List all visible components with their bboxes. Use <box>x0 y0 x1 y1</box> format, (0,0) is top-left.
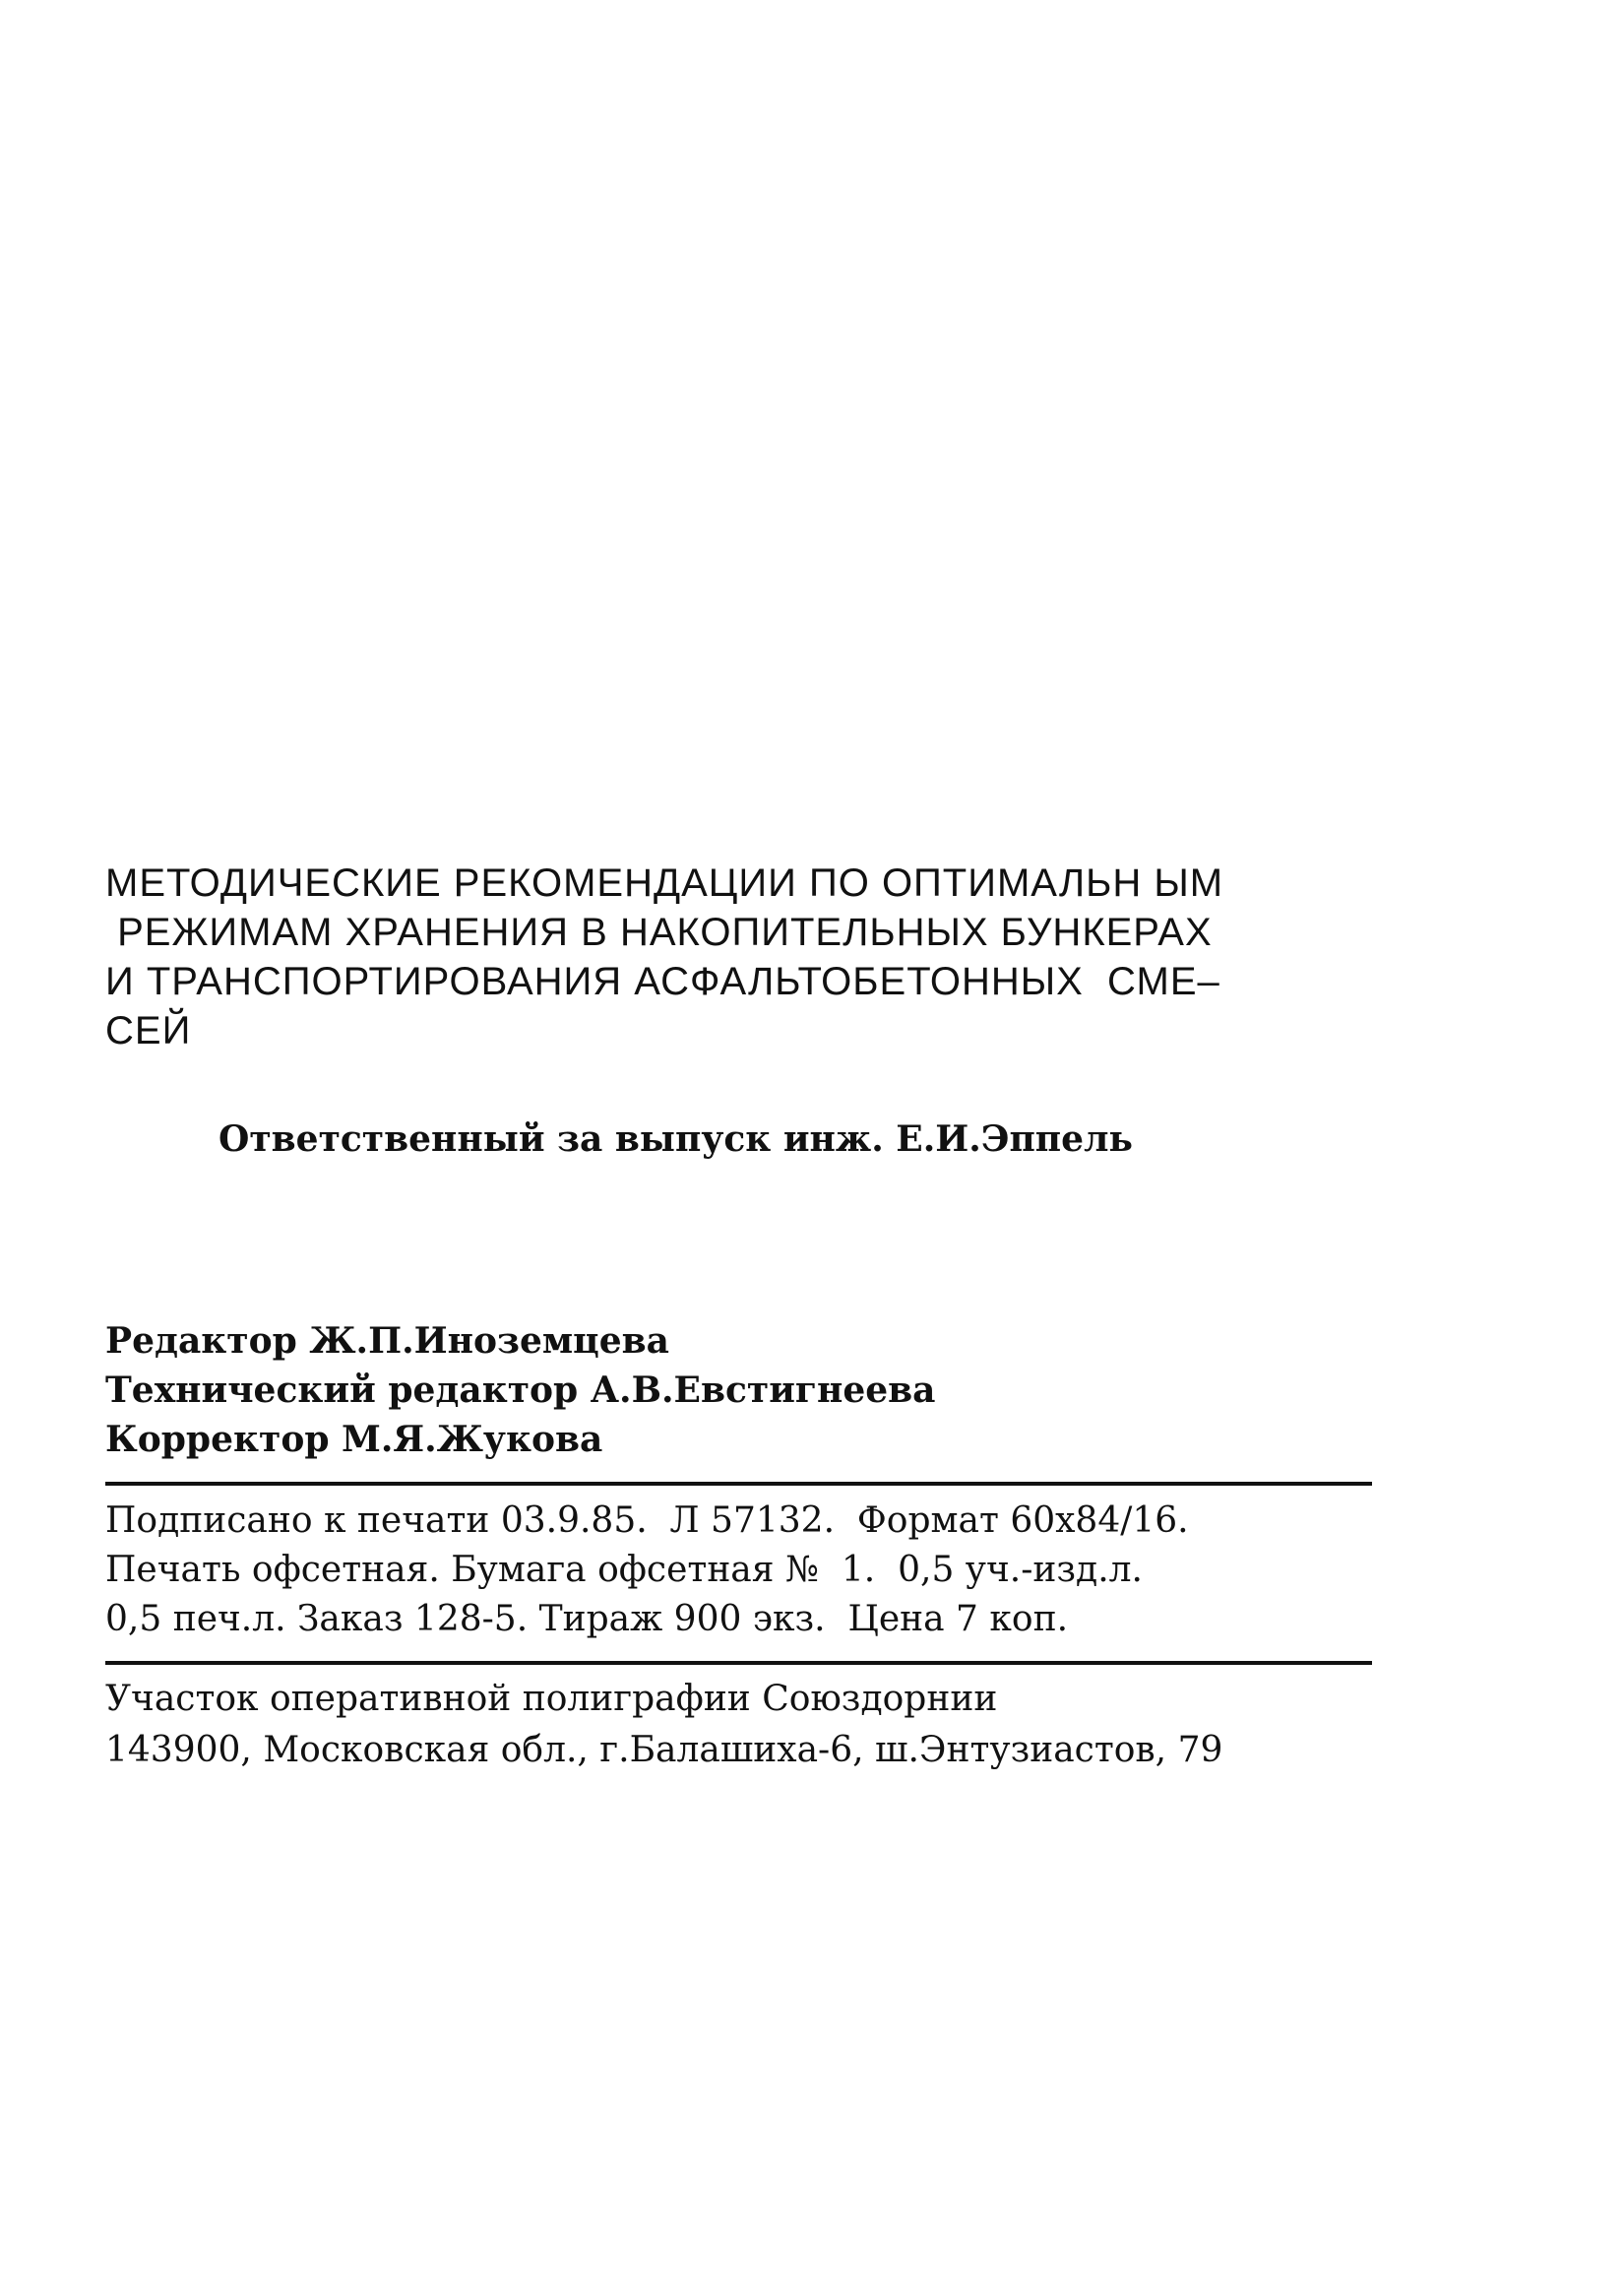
print-details <box>105 1497 1189 1644</box>
divider-line <box>105 1482 1372 1486</box>
divider-line <box>105 1661 1372 1665</box>
title-line: МЕТОДИЧЕСКИЕ РЕКОМЕНДАЦИИ ПО ОПТИМАЛЬН ЫМ <box>105 861 1224 905</box>
publisher-name: Участок оперативной полиграфии Союздорнии <box>105 1679 998 1719</box>
publisher-info <box>105 1674 1222 1776</box>
editor-credit: Редактор Ж.П.Иноземцева <box>105 1320 669 1362</box>
publisher-address: 143900, Московская обл., г.Балашиха-6, ш.Энтузиастов, 79 <box>105 1730 1223 1770</box>
print-line: Печать офсетная. Бумага офсетная № 1. 0,5 уч.-изд.л. <box>105 1550 1143 1590</box>
responsible-editor: Ответственный за выпуск инж. Е.И.Эппель <box>219 1118 1133 1160</box>
tech-editor-credit: Технический редактор А.В.Евстигнеева <box>105 1369 936 1411</box>
title-line: СЕЙ <box>105 1009 192 1052</box>
document-title <box>105 859 1385 1055</box>
proofreader-credit: Корректор М.Я.Жукова <box>105 1419 603 1460</box>
title-line: РЕЖИМАМ ХРАНЕНИЯ В НАКОПИТЕЛЬНЫХ БУНКЕРАХ <box>105 911 1213 954</box>
title-line: И ТРАНСПОРТИРОВАНИЯ АСФАЛЬТОБЕТОННЫХ СМЕ– <box>105 960 1220 1003</box>
print-line: Подписано к печати 03.9.85. Л 57132. Формат 60x84/16. <box>105 1500 1189 1541</box>
print-line: 0,5 печ.л. Заказ 128-5. Тираж 900 экз. Цена 7 коп. <box>105 1599 1069 1639</box>
staff-credits <box>105 1316 936 1464</box>
